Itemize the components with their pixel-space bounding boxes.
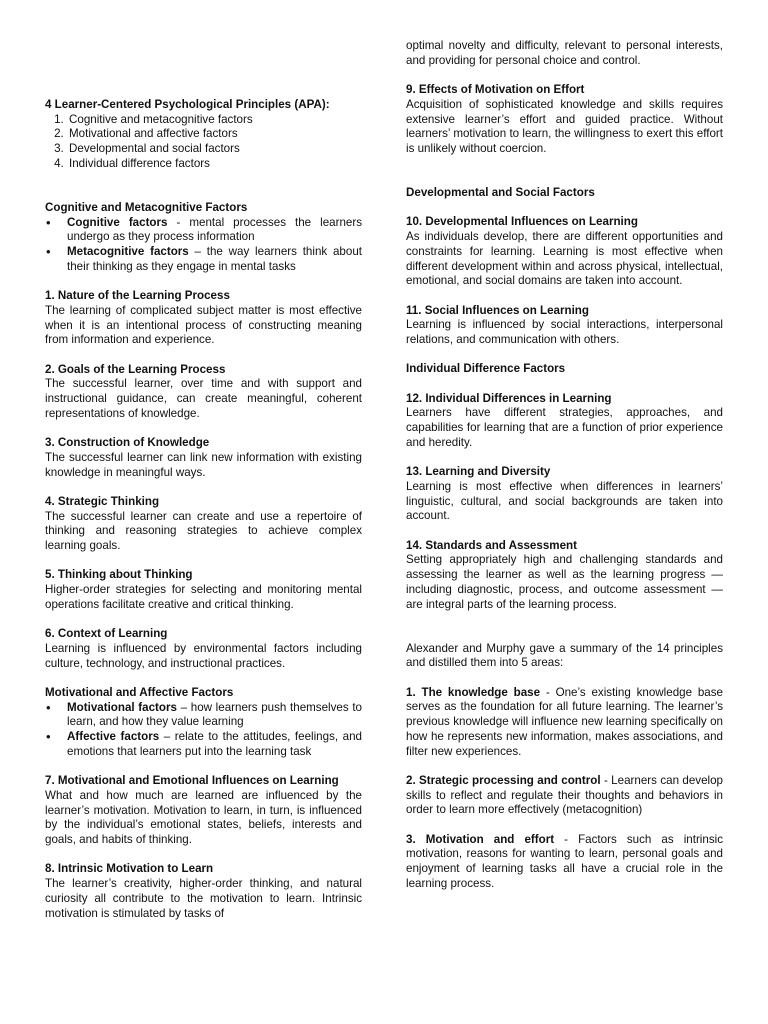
bullet-text: – how learners push themselves to learn, and how they value learning	[67, 700, 362, 729]
principle-body: Acquisition of sophisticated knowledge and skills requires extensive learner’s effort and guided practice. Without learners’ motivation to learn, the willingness to exert this effort is unlikely without coercion.	[406, 97, 723, 155]
principle-title: 12. Individual Differences in Learning	[406, 391, 612, 405]
summary-intro: Alexander and Murphy gave a summary of the 14 principles and distilled them into 5 areas:	[406, 641, 723, 670]
bullet-text: – the way learners think about their thinking as they engage in mental tasks	[67, 245, 362, 273]
principle-body: The successful learner can link new information with existing knowledge in meaningful ways.	[45, 450, 362, 479]
bullet-item	[67, 730, 362, 759]
principle-body: As individuals develop, there are different opportunities and constraints for learning. Learning is most effective when different development within and across physical, intellectual, emotional, and social domains are taken into account.	[406, 230, 723, 288]
principle-title: 1. Nature of the Learning Process	[45, 289, 230, 303]
area-paragraph	[406, 833, 723, 892]
area-paragraph	[406, 686, 723, 760]
principle-body: Learning is influenced by social interactions, interpersonal relations, and communication with others.	[406, 318, 723, 346]
principle-body: The learner’s creativity, higher-order thinking, and natural curiosity all contribute to the motivation to learn. Intrinsic motivation is stimulated by tasks of	[45, 877, 362, 920]
section-heading-cognitive: Cognitive and Metacognitive Factors	[45, 200, 248, 214]
left-column	[45, 98, 362, 921]
principle-body: The successful learner, over time and with support and instructional guidance, can create meaningful, coherent representations of knowledge.	[45, 377, 362, 420]
bullet-term: Cognitive factors	[67, 215, 168, 229]
principle-body: What and how much are learned are influenced by the learner’s motivation. Motivation to learn, in turn, is influenced by the individual’s emotional states, beliefs, interests and goals, and habits of thinking.	[45, 788, 362, 847]
apa-list-item: 1. Cognitive and metacognitive factors	[67, 113, 362, 128]
principle-body: Learning is influenced by environmental factors including culture, technology, and instructional practices.	[45, 641, 362, 670]
principle-title: 7. Motivational and Emotional Influences on Learning	[45, 774, 339, 788]
apa-list-item: 3. Developmental and social factors	[67, 142, 362, 157]
bullet-term: Motivational factors	[67, 700, 177, 714]
bullet-item	[67, 216, 362, 245]
principle-title: 9. Effects of Motivation on Effort	[406, 83, 585, 97]
cognitive-bullets	[45, 216, 362, 275]
principle-body: The successful learner can create and use a repertoire of thinking and reasoning strategies to achieve complex learning goals.	[45, 509, 362, 553]
apa-heading: 4 Learner-Centered Psychological Principles (APA):	[45, 98, 330, 111]
area-term: 2. Strategic processing and control	[406, 773, 601, 787]
bullet-term: Metacognitive factors	[67, 245, 189, 259]
principle-body-continued: optimal novelty and difficulty, relevant to personal interests, and providing for personal choice and control.	[406, 39, 723, 67]
bullet-text: - mental processes the learners undergo as they process information	[67, 215, 362, 244]
area-term: 1. The knowledge base	[406, 685, 541, 699]
motivational-bullets	[45, 701, 362, 760]
principle-title: 6. Context of Learning	[45, 627, 168, 641]
principle-title: 14. Standards and Assessment	[406, 538, 577, 552]
bullet-term: Affective factors	[67, 730, 160, 744]
area-text: - Learners can develop skills to reflect and regulate their thoughts and behaviors in order to learn more effectively (metacognition)	[406, 773, 724, 817]
apa-list-item: 2. Motivational and affective factors	[67, 127, 362, 142]
principle-title: 2. Goals of the Learning Process	[45, 362, 226, 376]
apa-list	[45, 113, 362, 172]
principle-title: 8. Intrinsic Motivation to Learn	[45, 862, 214, 876]
principle-body: Learners have different strategies, approaches, and capabilities for learning that are a function of prior experience and heredity.	[406, 406, 723, 449]
section-heading-motivational: Motivational and Affective Factors	[45, 686, 234, 699]
section-heading-developmental: Developmental and Social Factors	[406, 186, 595, 199]
principle-title: 4. Strategic Thinking	[45, 494, 160, 508]
principle-body: The learning of complicated subject matter is most effective when it is an intentional process of constructing meaning from information and experience.	[45, 303, 362, 347]
right-column	[406, 39, 723, 892]
area-text: - One’s existing knowledge base serves as the foundation for all future learning. The learner’s previous knowledge will influence new learning specifically on how he represents new information, makes associations, and filter new experiences.	[406, 685, 723, 758]
section-heading-individual: Individual Difference Factors	[406, 362, 566, 376]
principle-title: 5. Thinking about Thinking	[45, 568, 193, 582]
bullet-item	[67, 701, 362, 730]
area-paragraph	[406, 774, 723, 818]
principle-body: Learning is most effective when differences in learners’ linguistic, cultural, and social backgrounds are taken into account.	[406, 479, 723, 523]
area-text: - Factors such as intrinsic motivation, reasons for wanting to learn, personal goals and enjoyment of learning tasks all have a crucial role in the learning process.	[406, 832, 724, 890]
principle-body: Higher-order strategies for selecting and monitoring mental operations facilitate creative and critical thinking.	[45, 583, 362, 611]
bullet-text: – relate to the attitudes, feelings, and emotions that learners put into the learning task	[67, 730, 362, 758]
apa-list-item: 4. Individual difference factors	[67, 157, 362, 172]
principle-title: 3. Construction of Knowledge	[45, 436, 210, 450]
principle-body: Setting appropriately high and challenging standards and assessing the learner as well as the learning progress — including diagnostic, process, and outcome assessment — are integral parts of the learning process.	[406, 553, 723, 611]
principle-title: 10. Developmental Influences on Learning	[406, 215, 638, 229]
principle-title: 13. Learning and Diversity	[406, 465, 551, 479]
principle-title: 11. Social Influences on Learning	[406, 303, 589, 317]
bullet-item	[67, 245, 362, 274]
area-term: 3. Motivation and effort	[406, 832, 555, 846]
